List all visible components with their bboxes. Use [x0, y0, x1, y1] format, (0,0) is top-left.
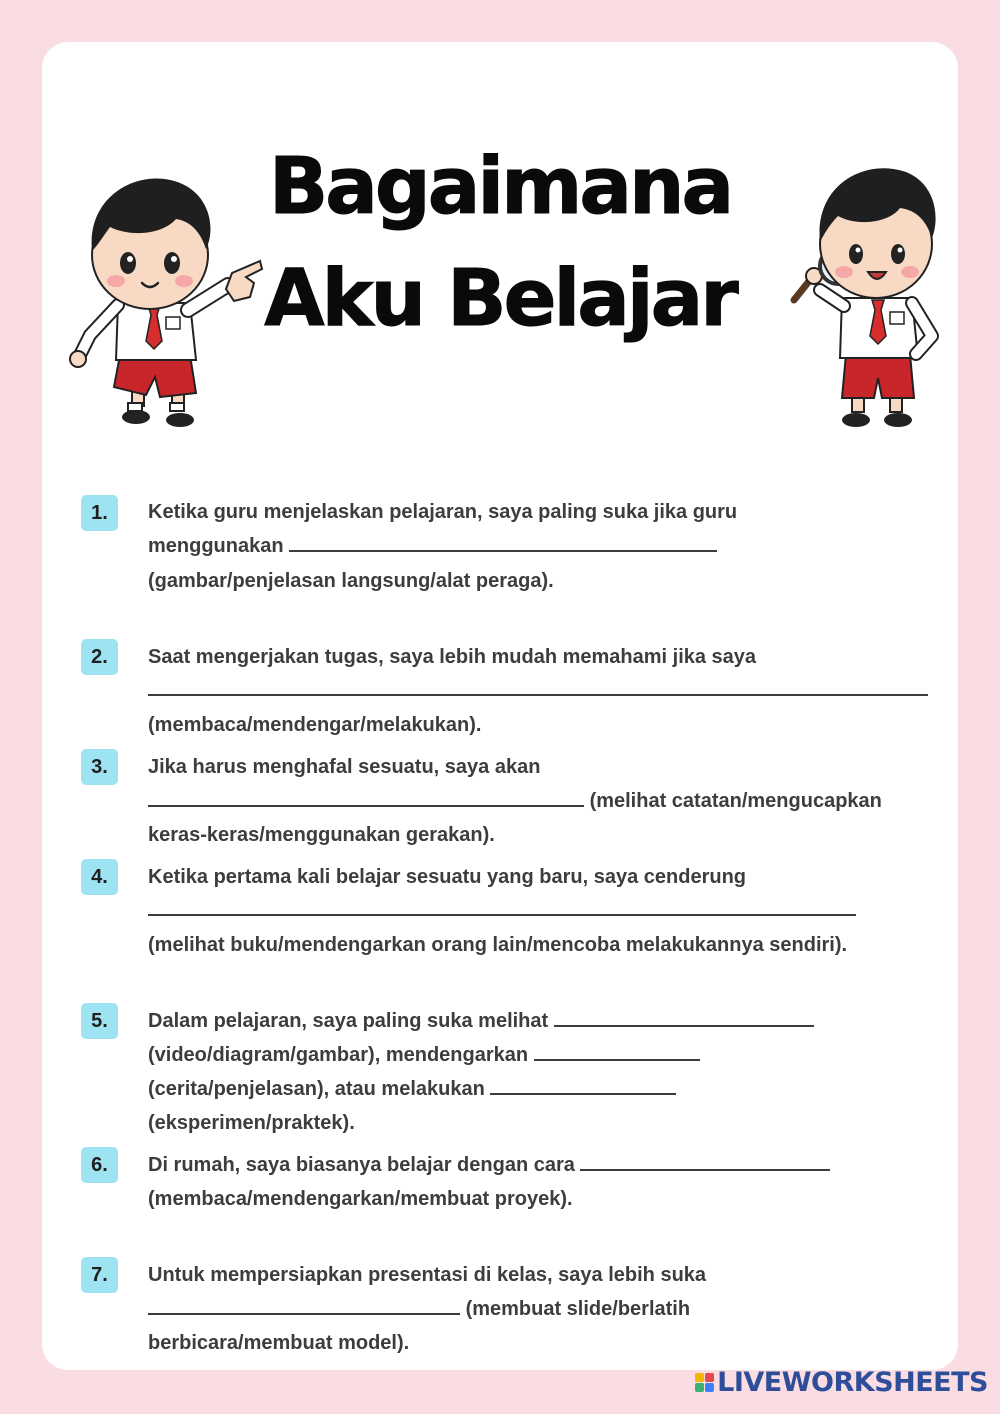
liveworksheets-mark-icon	[695, 1373, 714, 1392]
question-4-blank-line	[148, 898, 856, 922]
question-5-answer-blank-3[interactable]	[490, 1087, 676, 1095]
question-4-options: (melihat buku/mendengarkan orang lain/mencoba melakukannya sendiri).	[148, 934, 848, 956]
question-1-text-line-1: Ketika guru menjelaskan pelajaran, saya paling suka jika guru	[148, 501, 738, 523]
question-4-text-line-1: Ketika pertama kali belajar sesuatu yang baru, saya cenderung	[148, 866, 747, 888]
question-3-text-line-2	[148, 789, 882, 813]
question-3-text-line-1: Jika harus menghafal sesuatu, saya akan	[148, 756, 541, 778]
question-7-options-part-1: (membuat slide/berlatih	[465, 1298, 691, 1320]
question-7-options-part-2: berbicara/membuat model).	[148, 1332, 410, 1354]
question-5-answer-blank-2[interactable]	[534, 1053, 700, 1061]
question-5-text-mid-1: (video/diagram/gambar), mendengarkan	[148, 1044, 529, 1066]
question-3-options-part-2: keras-keras/menggunakan gerakan).	[148, 824, 495, 846]
question-4-answer-blank[interactable]	[148, 908, 856, 916]
question-3-answer-blank[interactable]	[148, 799, 584, 807]
question-1-text-line-2	[148, 534, 717, 558]
question-3-options-part-1: (melihat catatan/mengucapkan	[589, 790, 882, 812]
question-7-text-line-2	[148, 1297, 690, 1321]
question-5-text-prefix: Dalam pelajaran, saya paling suka melihat	[148, 1010, 549, 1032]
question-5-options-last: (eksperimen/praktek).	[148, 1112, 355, 1134]
page-title-line-2: Aku Belajar	[264, 254, 736, 344]
question-5-number: 5.	[81, 1003, 118, 1039]
liveworksheets-logo[interactable]	[695, 1367, 988, 1398]
question-2-answer-blank[interactable]	[148, 688, 928, 696]
question-3-number: 3.	[81, 749, 118, 785]
question-1-number: 1.	[81, 495, 118, 531]
question-6-text-line-1	[148, 1153, 830, 1177]
question-5-text-line-1	[148, 1009, 814, 1033]
question-1-options: (gambar/penjelasan langsung/alat peraga).	[148, 570, 554, 592]
question-1-answer-blank[interactable]	[289, 544, 717, 552]
question-6-answer-blank[interactable]	[580, 1163, 830, 1171]
question-6-options: (membaca/mendengarkan/membuat proyek).	[148, 1188, 573, 1210]
question-6-text-prefix: Di rumah, saya biasanya belajar dengan cara	[148, 1154, 575, 1176]
question-7-answer-blank[interactable]	[148, 1307, 460, 1315]
question-2-options: (membaca/mendengar/melakukan).	[148, 714, 482, 736]
question-5-text-mid-2: (cerita/penjelasan), atau melakukan	[148, 1078, 485, 1100]
question-5-text-line-2	[148, 1043, 700, 1067]
liveworksheets-wordmark: LIVEWORKSHEETS	[717, 1367, 988, 1398]
question-2-blank-line	[148, 678, 928, 702]
question-7-text-line-1: Untuk mempersiapkan presentasi di kelas, saya lebih suka	[148, 1264, 707, 1286]
question-2-text-line-1: Saat mengerjakan tugas, saya lebih mudah memahami jika saya	[148, 646, 757, 668]
page-title-line-1: Bagaimana	[268, 142, 732, 232]
question-5-answer-blank-1[interactable]	[554, 1019, 814, 1027]
question-1-text-prefix: menggunakan	[148, 535, 284, 557]
question-6-number: 6.	[81, 1147, 118, 1183]
question-5-text-line-3	[148, 1077, 676, 1101]
question-2-number: 2.	[81, 639, 118, 675]
question-7-number: 7.	[81, 1257, 118, 1293]
question-4-number: 4.	[81, 859, 118, 895]
